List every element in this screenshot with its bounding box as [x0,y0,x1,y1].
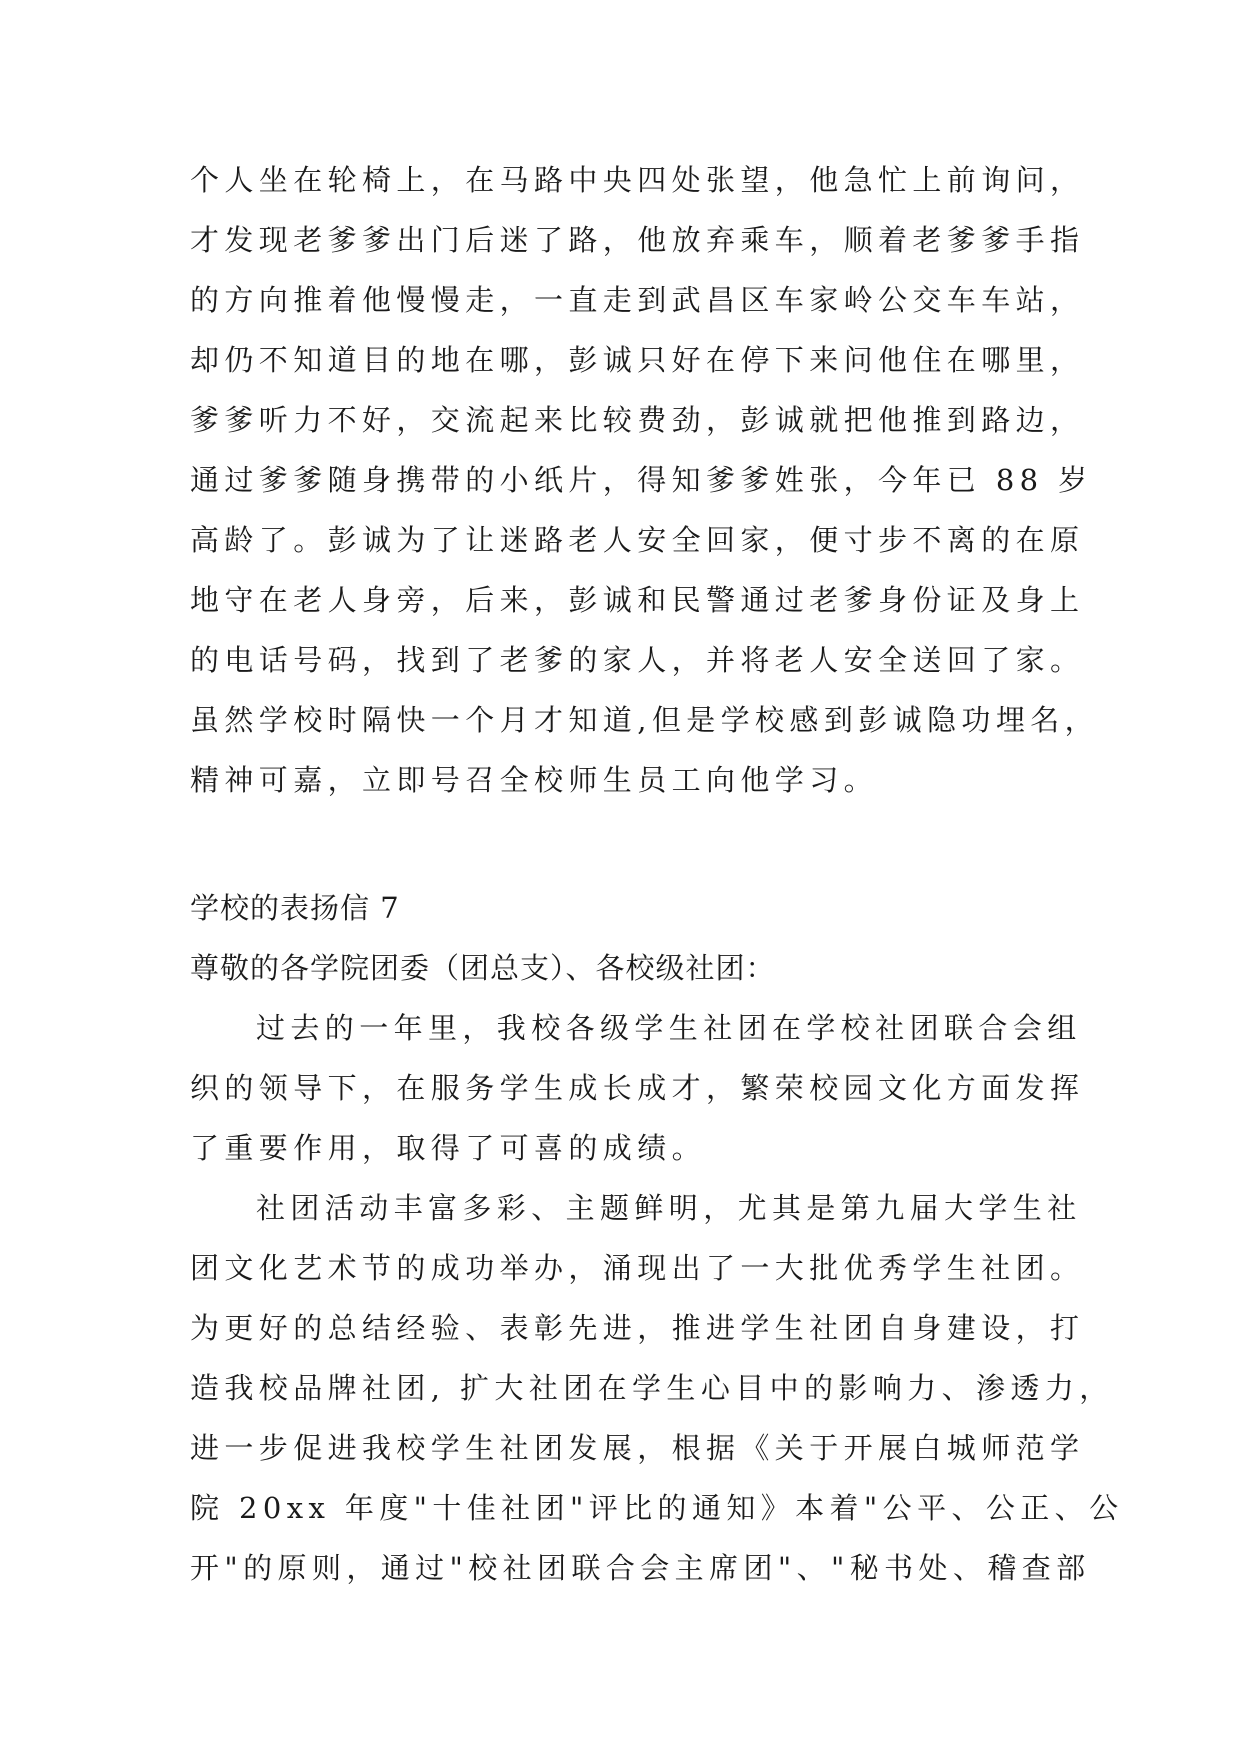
text-line: 地守在老人身旁，后来，彭诚和民警通过老爹身份证及身上 [190,583,1085,617]
text-line: 为更好的总结经验、表彰先进，推进学生社团自身建设，打 [190,1311,1085,1345]
section-gap [190,810,1052,878]
text-line: 的电话号码，找到了老爹的家人，并将老人安全送回了家。 [190,643,1085,677]
paragraph-1 [190,998,1085,1178]
text-line: 造我校品牌社团, 扩大社团在学生心目中的影响力、渗透力， [190,1371,1114,1405]
text-line: 虽然学校时隔快一个月才知道,但是学校感到彭诚隐功埋名， [190,703,1100,737]
text-line: 开"的原则，通过"校社团联合会主席团"、"秘书处、稽查部 [190,1551,1091,1585]
text-line: 织的领导下，在服务学生成长成才，繁荣校园文化方面发挥 [190,1071,1085,1105]
text-line: 爹爹听力不好，交流起来比较费劲，彭诚就把他推到路边， [190,403,1085,437]
document-page [190,150,1124,1598]
text-line: 却仍不知道目的地在哪，彭诚只好在停下来问他住在哪里， [190,343,1085,377]
text-line: 了重要作用，取得了可喜的成绩。 [190,1131,707,1165]
text-line: 通过爹爹随身携带的小纸片，得知爹爹姓张，今年已 88 岁 [190,463,1093,497]
text-line: 过去的一年里，我校各级学生社团在学校社团联合会组 [256,1011,1082,1045]
text-line: 团文化艺术节的成功举办，涌现出了一大批优秀学生社团。 [190,1251,1085,1285]
text-line: 个人坐在轮椅上，在马路中央四处张望，他急忙上前询问， [190,163,1085,197]
section-title: 学校的表扬信 7 [190,891,400,925]
continued-paragraph [190,150,1100,810]
text-line: 才发现老爹爹出门后迷了路，他放弃乘车，顺着老爹爹手指 [190,223,1085,257]
text-line: 的方向推着他慢慢走，一直走到武昌区车家岭公交车车站， [190,283,1085,317]
text-line: 精神可嘉，立即号召全校师生员工向他学习。 [190,763,879,797]
text-line: 高龄了。彭诚为了让迷路老人安全回家，便寸步不离的在原 [190,523,1085,557]
salutation: 尊敬的各学院团委（团总支）、各校级社团： [190,951,776,985]
paragraph-2 [190,1178,1124,1598]
text-line: 院 20xx 年度"十佳社团"评比的通知》本着"公平、公正、公 [190,1491,1124,1525]
text-line: 进一步促进我校学生社团发展，根据《关于开展白城师范学 [190,1431,1085,1465]
text-line: 社团活动丰富多彩、主题鲜明，尤其是第九届大学生社 [256,1191,1082,1225]
